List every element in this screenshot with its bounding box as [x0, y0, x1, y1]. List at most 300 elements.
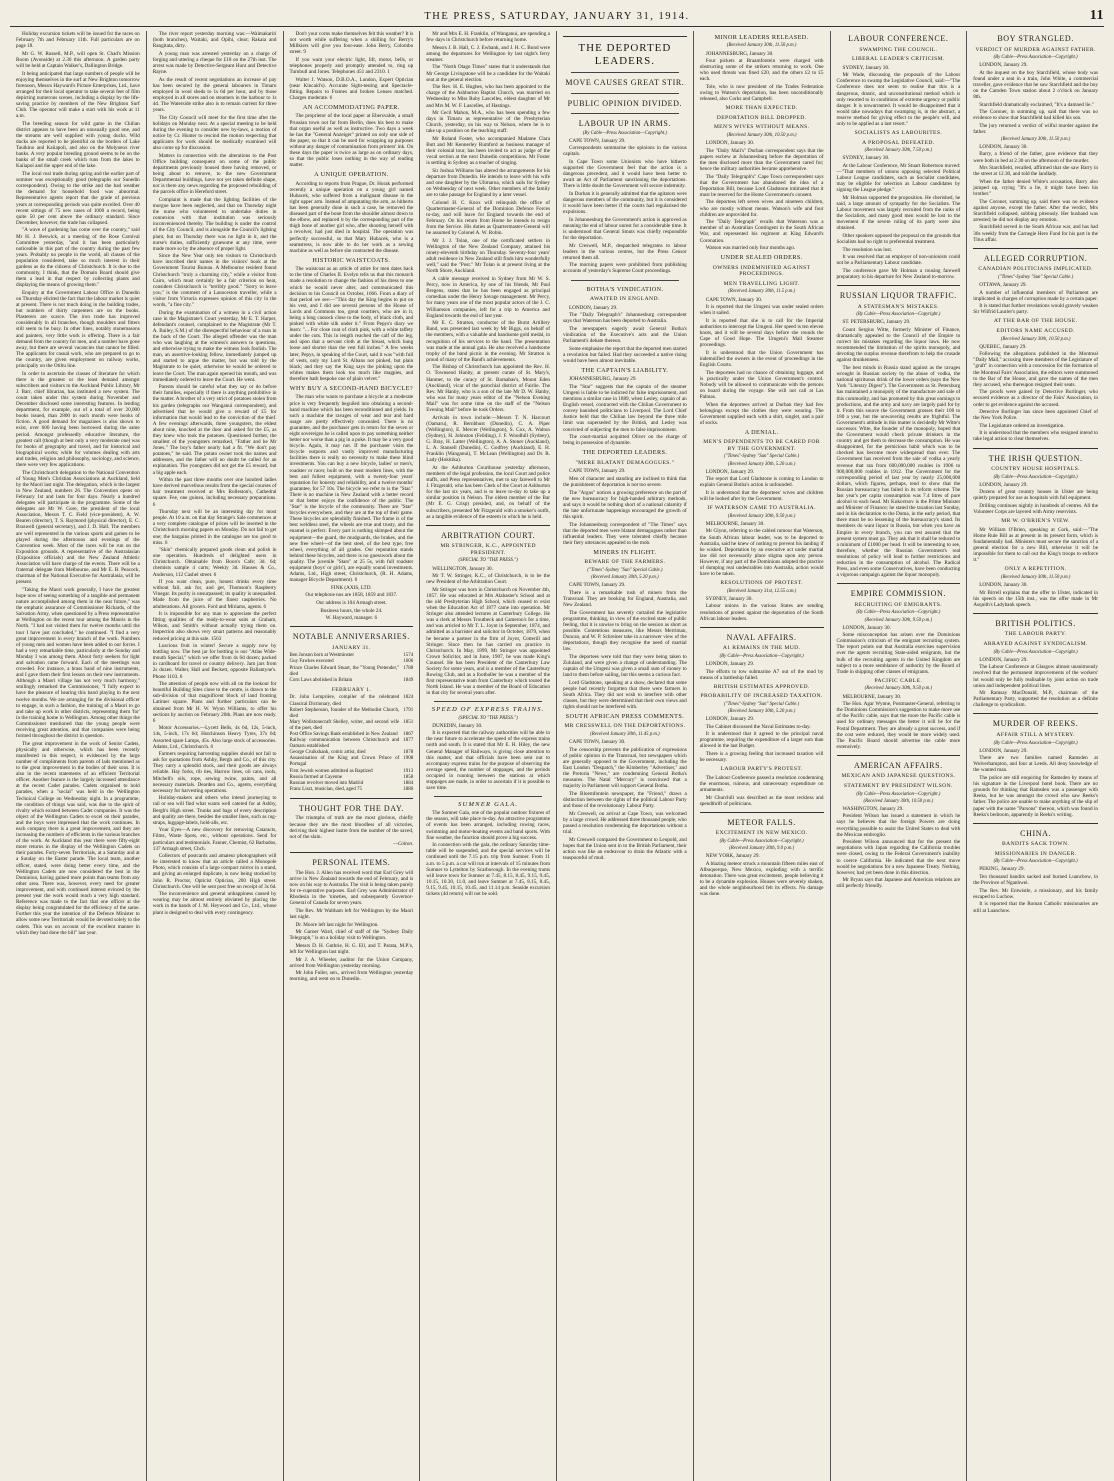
paragraph: Mr Bryan says that Japanese and American relations are still perfectly friendly.: [836, 877, 961, 890]
american-dateline: WASHINGTON, January 29.: [842, 805, 904, 812]
paragraph: Detective Burlinger has since been appointed Chief of the New York Police.: [973, 409, 1098, 422]
paragraph: Some emphasise the report that the deported men started a revolution but failed. Had they succeeded a native rising would have been almost inevitable.: [563, 345, 687, 364]
paragraph: Count Sergius Witte, formerly Minister of Finance, dramatically appealed to the Council of the Empire to correct his mistakes regarding the liquor laws. He now recommended the limitation of the spirits monopoly, and devoting the surplus revenue therefrom to help the crusade against drunkenness.: [836, 326, 961, 364]
divider: [973, 248, 1098, 249]
bar-received: (Received January 30th, 10.50 p.m.): [1000, 336, 1071, 342]
boy-body-2: [973, 151, 1098, 242]
paragraph: Mr T. W. Stringer, K.C., of Christchurch, is to be the new President of the Arbitration Court.: [426, 573, 550, 586]
paragraph: The Bloemfontein newspaper, the "Friend," draws a distinction between the rights of the political Labour Party and those of the revolutionary Labour Party.: [563, 790, 687, 810]
paragraph: Mr William O'Brien, speaking at Cork, said:—"The Home Rule Bill as at present in its present form, which is fundamentally bad. Ministers must secure the sanction of a general election for a new Bill, otherwise it will be impossible for them to call out the King's troops to enforce it.": [973, 526, 1098, 564]
divider: [837, 755, 961, 756]
wives-body: [700, 148, 824, 252]
bar-heading: AT THE BAR OF THE HOUSE.: [993, 318, 1078, 325]
waterson-received: (Received January 30th, 9.50 p.m.): [727, 513, 796, 519]
anniversary-event: Mary Wollstonecraft Shelley, writer, and second wife of the poet, died: [289, 719, 400, 731]
anniversaries-date: JANUARY 31.: [332, 644, 371, 651]
anniversary-event: Assassination of the King and Crown Prince of Portugal: [289, 756, 400, 768]
paragraph: Labour unions in the various States are sending resolutions of protest against the deportation of the South African labour leaders.: [699, 603, 824, 622]
orders-subheading: OWNERS INDEMNIFIED AGAINST PROCEEDINGS.: [712, 264, 811, 278]
naval-credit: (By Cable—Press Association—Copyright.): [719, 653, 804, 659]
china-dateline: PEKING, January 29.: [979, 866, 1025, 873]
divider: [571, 113, 679, 114]
estimates-subheading: PROBABILITY OF INCREASED TAXATION.: [700, 693, 823, 700]
paragraph: Collectors of postcards and amateur photographers will be interested to know that an article called a Monopole Photo, which consists of a large compact mirror in a stand, and giving an enlarged duplicate, is now being stocked by John R. Proctor, Opticist Optician, 200 High street. Christchurch. One will be sent post free on receipt of 3s 6d.: [152, 853, 277, 890]
divider: [571, 93, 679, 94]
miners-dateline: CAPE TOWN, January 29.: [569, 582, 626, 589]
gala-heading: SUMNER GALA.: [458, 801, 519, 809]
alleged-subheading: CANADIAN POLITICIANS IMPLICATED.: [978, 266, 1093, 273]
express-dateline: DUNEDIN, January 30.: [432, 722, 483, 729]
party-heading: LABOUR PARTY'S PROTEST.: [720, 766, 803, 773]
empire-credit: (By Cable—Press Association—Copyright.): [856, 610, 941, 616]
paragraph: Mr Stringer was born in Christchurch on November 4th, 1857. He was educated at Mrs Alabaster's School and at the old Presbyterian High School, which ceased to exist when the Education Act of 1877 came into operation. Mr Stringer also attended lectures at Canterbury College. He was a clerk at Messrs Troutbeck and Cameron's for a time, and was articled to Mr T. L. Joynt in September, 1874, and admitted as a barrister and solicitor in October, 1879, when he became a partner in the firm of Joynt, Cotterill and Stringer. Since then he has carried on practice in Christchurch. In May, 1899, Mr Stringer was appointed Crown Solicitor, and in June, 1907, he was made King's Counsel. He has been President of the Canterbury Law Society for some years, and is a member of the Canterbury Rowing Club, and as a footballer he was a member of the first representative team from Canterbury which toured the North Island. He was a member of the Board of Education in that city for several years after.: [426, 586, 550, 697]
divider: [700, 627, 824, 628]
deported-credit: (By Cable—Press Association—Copyright.): [582, 130, 667, 136]
bicycle-body: [290, 394, 414, 583]
deported-banner: THE DEPORTED LEADERS.: [578, 42, 672, 67]
divider: [837, 285, 961, 286]
paragraph: The triumphs of truth are the most glorious, chiefly because they are the most bloodless of all victories, deriving their highest lustre from the number of the saved, not of the slain.: [289, 815, 414, 840]
china-heading: CHINA.: [1020, 828, 1052, 838]
sapress-dateline: CAPE TOWN, January 30.: [569, 739, 626, 746]
paragraph: Mr Glynn, referring to the cabled rumour that Waterson, the South African labour leader, was to be deported to Australia, said he knew of nothing to prevent his landing if he wished. Deportation by an executive act under martial law did not necessarily place stigma upon any person. However, if any part of the Dominions adopted the practice of dumping real undesirables into Australia, action would have to be taken.: [699, 528, 824, 578]
paragraph: Mr J. J. Tolan, one of the certificated settlers in Wellington of the New Zealand Company, attained his ninety-eleventh birthday on Thursday. Seventy-four years' adult residence in New Zealand still finds him wonderfully well," said the "Post." Mr Tolan is at present living at the North Shore, Auckland.: [426, 238, 550, 275]
orders-received: (Received January 30th, 11.5 p.m.): [728, 289, 796, 295]
anniversary-year: 1788: [403, 665, 414, 671]
paragraph: Mr Cecil Mahon, M.A., who has been spending a few days in Timaru as representative of the Presbyterian Church, yesterday, on his way to Nelson, where he is to take up a position on the teaching staff.: [426, 110, 550, 135]
anniversary-event: George Cruikshank, comic artist, died: [289, 750, 366, 756]
paragraph: The conference gave Mr Holman a rousing farewell preparatory to his departure for New Zealand to-morrow.: [836, 268, 961, 281]
gala-body: [426, 810, 550, 897]
divider: [973, 613, 1098, 614]
paragraph: Enquiry at the Government Labour Office in Dunedin on Thursday elicited the fact that the labour market is quiet at present. There is not much doing in the building trades, but numbers of thirty carpenters are on the books. Plasterers are scarce. The iron trade has improved considerably in all branches, though moulders and fitters still seem to be busy. In other lines, notably stonemasons and painters, very little work is offering. There is a fair demand from the country for men, and a number have gone away, but there are several vacancies that cannot be filled. The applicants for casual work, who are prepared to go to the country, are given employment on railway works, principally on the Otiltu line.: [16, 289, 140, 369]
waistcoats-body: [290, 266, 414, 382]
wives-received: (Received January 30th, 10.50 p.m.): [726, 133, 797, 139]
divider: [290, 798, 414, 799]
paragraph: The "Star" suggests that the captain of the steamer Umgeni is liable to be indicted for false imprisonment, and mentions a similar case in 1889, when Lesley, captain of an English vessel, contracted with the Chilian Government to convey banished politicians to Liverpool. The Lord Chief Justice held that the Chilian law beyond the three mile limit was superseded by the British, and Lesley was convicted of subjecting the men to false imprisonment.: [563, 383, 687, 433]
paragraph: If you want your electric light, lift, motor, bells, or telephones properly and promptly attended to, ring up Turnbull and Jones. Telephones 451 and 2310. 1: [289, 56, 414, 76]
resolutions-dateline: SYDNEY, January 30.: [705, 595, 753, 602]
arbitration-credit: (SPECIAL TO "THE PRESS."): [458, 558, 518, 564]
botha-dateline: LONDON, January 29.: [569, 304, 618, 311]
paragraph: The attention of people now with all on the lookout for beautiful Building Sites close to the centre, is drawn to the sub-division of that magnificent block of land fronting Latimer square. Plans and further particulars can be obtained from Mr H. W. Wynn Williams, to offer his sections by auction on February 20th. Plans are now ready. 6: [152, 681, 277, 724]
china-subheading: BANDITS SACK TOWN.: [1002, 841, 1070, 848]
paragraph: The inconvenience and general unhappiness caused by wearing may be almost entirely obviated by placing the work in the hands of J. M. Heywood and Co., Ltd., whose plant is designed to deal with every contingency.: [152, 891, 277, 916]
paragraph: The Cabinet discussed the Naval Estimates to-day.: [705, 723, 811, 730]
anniversary-year: 1877: [403, 738, 414, 744]
demagogues-heading: THE DEPORTED LEADERS.: [582, 449, 668, 457]
anniversary-event: Guy Fawkes executed: [289, 659, 334, 665]
socialists-dateline: SYDNEY, January 30.: [842, 155, 890, 162]
paragraph: Your Eyes—A new discovery for removing Cataracts, Films, Waste Spots, etc., without operations. Send for particulars and testimonials. Fanner, Chemist, 62 Barbados, 137 Armagh street, Chch.: [152, 827, 277, 852]
paragraph: Don't your corns make themselves felt this weather? It is not worth while suffering when a shilling for Berry's Millkiers will give you foot-ease. John Berry, Colombo street. 9: [289, 31, 414, 56]
socialists-body: [837, 163, 961, 280]
paragraph: Ten thousand bandits sacked and burned Luanchow, in the Province of Nganhwei.: [973, 874, 1098, 887]
russian-credit: (By Cable—Press Association—Copyright.): [856, 312, 941, 318]
divider: [700, 812, 824, 813]
advert-line: FINK (AXIS, LTD.: [331, 584, 372, 591]
paragraph: Parents should be careful what they say or do before their families, especially if there is anything prohibitive in the matter. A brother of a very strict of potatoes stolen from his garden (telegraphs our Wanganui correspondent), and advertised that he would give a reward of £5 for information that would lead to the conviction of the thief. A few evenings afterwards, three youngsters, the eldest about nine, knocked at the door and asked for the £5, as they knew who took the potatoes. Questioned further, the smallest of the youngsters remarked, "Father and he Mr Jones." The boy's father nearly had a fit. "We don't pay potatoes," he said. The potato owner took the names and addresses, and the father will no doubt be called for an explanation. The youngsters did not get the £5 reward, but a big apple each.: [152, 384, 277, 476]
boy-dateline-2: LONDON, January 30.: [979, 143, 1028, 150]
paragraph: It being anticipated that large numbers of people will be enjoying themselves in the surf at New Brighton tomorrow forenoon, Messrs Hayward's Picture Enterprises, Ltd., have arranged for their local operator to take several feet of film depicting numerous scenes, including a display by the life-saving practice by members of the New Brighton Surf Club. The operator will make a start with his work at 11 a.m.: [16, 70, 140, 120]
unique-body: [290, 181, 414, 254]
anniversary-year: 1913: [403, 768, 414, 774]
british-heading: BRITISH POLITICS.: [995, 618, 1076, 628]
demagogues-body: [563, 476, 687, 546]
paragraph: A blazing meteor struck a mountain fifteen miles east of Albuquerque, New Mexico, exploding with a terrific detonation. There was great excitement, people believing it to be a dynamite explosion. Houses were severely shaken, and the whole neighbourhood felt its effects. No damage was done.: [699, 860, 824, 898]
personal-body: [290, 870, 414, 983]
china-credit: (By Cable—Press Association—Copyright.): [993, 859, 1078, 865]
express-heading: SPEED OF EXPRESS TRAINS.: [431, 706, 545, 714]
paragraph: The City Council will meet for the first time after the holidays on Monday next. At a special meeting to be held during the evening to consider new by-laws, a motion of notice by Cr. Hunter to rescind the motion respecting that applicants for work should be medically examined will also come up for discussion.: [152, 114, 277, 152]
repetition-dateline: LONDON, January 30.: [979, 582, 1028, 589]
kinck-lines: [290, 585, 414, 621]
paragraph: Thursday next will be an interesting day for most people. At 10 a.m. on that day Strange's Sale commences at a very complete catalogue of prices will be inserted in the Christchurch morning papers on Monday. Do not fail to get one; the bargains printed in the catalogue are too good to miss. 6: [152, 509, 277, 546]
deported-dateline: CAPE TOWN, January 29.: [569, 137, 626, 144]
deported-sub1: MOVE CAUSES GREAT STIR.: [565, 78, 685, 87]
paragraph: Since the New Year only ten visitors to Christchurch have inscribed their names in the visitors' book at the Government Tourist Bureau. A Melbourne resident found Christchurch "truly a charming city," while a visitor from Cairo, which must certainly be a fair criterion on heat, considers Christchurch is "terribly good." "Sorry to leave you," is the comment of a Launceston traveller, while a visitor from Victoria expresses opinion of this city in the words, "a fine city.": [152, 253, 277, 309]
paragraph: The Hon. Agar Wynne, Postmaster-General, referring to the Dominions Commission's suggestion to make more use of the Pacific cable, says that the more the Pacific cable is used for ordinary messages the better it will be for the Postal Department. They are already a great success, and if the cost were reduced, they would be more widely used. The Pacific Board should advertise the cable more extensively.: [836, 701, 961, 750]
col2-paragraphs: [153, 31, 277, 916]
column-1: [10, 31, 147, 1481]
paragraph: Messrs J. B. Hall, C. J. Ewbank, and J. H. C. Bond were among the departures for Wellington by last night's ferry steamer.: [426, 44, 550, 63]
advert-line: Business hours, the whole 24.: [320, 607, 383, 614]
paragraph: It is stated that further revelations would gravely weaken Sir Wilfrid Laurier's party.: [973, 303, 1098, 316]
estimates-heading: BRITISH ESTIMATES APPROVED.: [713, 683, 810, 690]
paragraph: The efforts to tow submarine A7 out of the mud by means of a battleship failed.: [699, 668, 824, 681]
anniversary-event: Post Office Savings Bank established in New Zealand: [289, 732, 398, 737]
repetition-body: [973, 590, 1098, 608]
paragraph: It is reported that the Roman Catholic missionaries are still at Luanchow.: [973, 901, 1098, 914]
arbitration-subheading: MR STRINGER, K.C., APPOINTED PRESIDENT.: [440, 543, 536, 556]
express-credit: (SPECIAL TO "THE PRESS."): [458, 715, 518, 721]
arbitration-dateline: WELLINGTON, January 30.: [432, 565, 493, 572]
sapress-subheading: MR CRESSWELL ON THE DEPORTATIONS.: [564, 723, 686, 730]
column-3: [284, 31, 421, 1481]
paragraph: Mr John Fuller, sen., arrived from Wellington yesterday morning, and went on to Dunedin.: [289, 970, 414, 983]
divider: [571, 72, 679, 73]
paragraph: Men of character and standing are inclined to think that the punishment of deportation is not too severe.: [563, 475, 687, 489]
captain-heading: THE CAPTAIN'S LIABILITY.: [581, 366, 669, 374]
paragraph: In order to ascertain the classes of literature for which there is the greatest or the least demand amongst subscribers and visitors to the Auckland Public Library, Mr J. Barr, chief librarian, has instituted a new system. The count taken under this system during November and December disclosed some interesting features. In lending department, for example, out of a total of over 20,000 books issued, than 2800 in each month were books of fiction. A good demand for magazines is also shown to exist, over 600 having been borrowed during the same period. Amongst professedly educative literature, the greatest call (though at best only a very moderate one) was for books of geography and travel, and for historical and biographical works; while for volumes dealing with arts and trades, religion and philosophy, sociology, and science, there were very few applications.: [16, 370, 140, 468]
paragraph: During the examination of a witness in a civil action case in the Magistrate's Court yesterday, Mr E. T. Harper, defendant's counsel, complained to the Magistrate (Mr T. A. Bailey, S.M.) of the disrespectful behaviour of a man in the back of the Court. The alleged offender was the man who was laughing at the witness's answers to questions, and otherwise trying to make the witness look foolish. The man, an assertive-looking fellow, immediately jumped up and started to argue the matter, but was told by the Magistrate to be quiet, otherwise he would be ordered to leave the Court. The man again opened his mouth, and was immediately ordered to leave the Court. He went.: [152, 309, 277, 383]
masthead: [10, 8, 1104, 27]
sapress-heading: SOUTH AFRICAN PRESS COMMENTS.: [565, 713, 685, 721]
american-received: (Received January 30th, 10.50 p.m.): [863, 798, 934, 804]
anniversary-row: [290, 738, 414, 750]
anniversary-year: 1791: [403, 707, 414, 713]
socialists-subheading: A PROPOSAL DEFEATED.: [862, 139, 935, 146]
estimates-credit: ("Times"-Sydney "Sun" Special Cable.): [724, 701, 800, 707]
anniversary-event: Russian revolver moved into Madrid: [289, 780, 364, 786]
minor-heading: MINOR LEADERS RELEASED.: [714, 34, 809, 41]
paragraph: Mr and Mrs E. H. Franklin, of Wanganui, are spending a few days in Christchurch before returning home.: [426, 31, 550, 44]
orders-subheading-2: MEN TRAVELLING LIGHT.: [723, 280, 800, 287]
paragraph: The best minds in Russia stand against as the ravages wrought in Russian society by the abuse of vodka, the national spirituous drink of the lower orders (says the New York "Literary Digest"). The Government as St. Petersburg has maintained a monopoly of the manufacture and sale of this commodity, and has promoted by this great earnings to productions, and the army and navy are largely paid for by it. From this source the Government grosses their 100 to 180 a year, but the unwavering results are frightful. The Government's attitude in this matter is decidedly Mr Witte's successor. Witte, the founder of the monopoly, hoped that the Government would check private drinkers in the country and get them to decrease the consumption. He was disappointed, for the pernicious habit which was to be checked has become more widespread than ever. The Government has received from the sale of vodka a yearly revenue that ran from 600,000,000 roubles in 1906 to 900,000,000 roubles in 1912. The Government for the corresponding period of last year by nearly 25,000,000 dollars, which figures, perhaps, tend to show that the Russian bureaucracy has failed in its reform scheme. The last year's per capita consumption was 7.4 litres of pure alcohol to each head. Mr Kokovtsov is the Prime Minister and Minister of Finance; he stated the taxation last Sunday, and in his declaration to the Duma, in the early period, that there must be no lessening of the bureaucracy's stand. Its members do want liquor in Russia, but when you have an Empire in every branch, you can rest assured that the present system must go. They ask that it shall be reduced to a minimum of £1000 per head. It will be interesting to see, therefore, whether the Russian Government's real resolutions of policy will lead to further restrictions and reduction in the consumption of alcohol. The Radical Press, and even some Conservatives, have been conducting a vigorous campaign against the liquor monopoly.: [836, 365, 961, 579]
paragraph: The Bishop of Christchurch has appointed the Rev. H. O. Townsend Hanby, at present curate of St. Mary's, Hanmer, to the curacy of St. Barnabas's, Mount Eden (Auckland), vicar of the parochial district of Fairlie. The Rev. Mr Hanby, who is a son of the late Mr D. W. Hanby, who was for many years editor of the "Nelson Evening Mail" was for some time on the staff of the "Nelson Evening Mail" before he took Orders.: [426, 364, 550, 414]
anniversary-year: 1851: [403, 719, 414, 725]
paragraph: The proprietor of the local paper at Ebersvalde, a small Prussian town not far from Berlin, does his best to make that organ useful as well as instructive. Two days a week he has the "General Anzeiger" printed on only one side of the paper, so that it can be used for wrapping up purposes without any danger of contamination from printers' ink. On these days the paper is twice as large as on ordinary days, so that the public loses nothing in the way of reading matter.: [289, 113, 414, 169]
russian-heading: RUSSIAN LIQUOR TRAFFIC.: [839, 291, 957, 301]
paragraph: The newspapers eagerly await General Botha's vindication of the Executive's acts and the Union Parliament's debate thereon.: [563, 325, 687, 345]
miners-heading: MINERS IN FLIGHT.: [593, 548, 657, 556]
paragraph: "A wave of gardening has come over the country," said Mr H. J. Beswick, at a meeting of the Rose Carnival Committee yesterday, "and it has been particularly noticeable in this part of the country during the past few years. Probably no people in the world, all classes of the population considered, take so much interest in their gardens as do the citizens of Christchurch. It is due to the community, I think, that the Domain Board should give them a lead in that respect by collecting plants and displaying the means of growing them.": [16, 227, 140, 289]
boy-heading: BOY STRANGLED.: [997, 34, 1074, 43]
american-subheading: MEXICAN AND JAPANESE QUESTIONS.: [841, 773, 956, 780]
sapress-received: (Received January 30th, 11.45 p.m.): [590, 732, 660, 738]
alleged-credit: ("Times"-Sydney "Sun" Special Cable.): [998, 274, 1074, 280]
denial-received: (Received January 30th, 5.20 a.m.): [727, 461, 796, 467]
resolutions-received: (Received January 31st, 12.55 a.m.): [726, 588, 797, 594]
col3-top: [290, 31, 414, 101]
reeks-subheading: AFFAIR STILL A MYSTERY.: [996, 731, 1075, 738]
paragraph: Holiday-makers and others who intend journeying to rail or sea will find what wants well catered for at Ashby, Bergh's High street. Trunks and bags of every description and quality are there, besides the smaller lines, such as rug-straps, luggage-labels, hold-alls, etc.: [152, 795, 277, 826]
estimates-dateline: LONDON, January 29.: [705, 716, 755, 723]
paragraph: The deportees had no chance of obtaining luggage, and is practically under the Union Government's control. Nobody will be allowed to communicate with the persons on board during the voyage. She will not call at Las Palmas.: [699, 369, 824, 400]
paragraph: It is impossible for any man to appreciate the perfect fitting qualities of the ready-to-wear suits at Graham, Wilson, and Smith's without actually trying them on. Inspection also shows very smart patterns and reasonably reduced pricing at this sale. 1563: [152, 611, 277, 642]
paragraph: Mr Garner Ward, chief of staff of the "Sydney Daily Telegraph," is on a holiday visit to Wellington.: [289, 929, 414, 942]
divider: [434, 701, 542, 702]
irish-body: [973, 489, 1098, 515]
reeks-credit: (By Cable—Press Association—Copyright.): [993, 740, 1078, 746]
paragraph: The Labour Conference passed a resolution condemning the enormous, ruinous, and unnecessary expenditure on armaments.: [699, 774, 824, 793]
paragraph: The local real trade during spring and the earlier part of summer was exceptionally good (telegraphs our Sunedin correspondent). Owing to the strike and the bad weather the demand for household food was abnormal. Representative agents report that the grade of previous years at corresponding periods was quite excelled. Over 40 recent sittings of 75 new cases of 1000 a record, being quite 50 per cent above the ordinary standard. Since December, however, the trade has collapsed.: [16, 171, 140, 226]
paragraph: The Coroner, summing up, said there was no evidence against anyone, except the father. After the verdict, Mrs Starchfield collapsed, sobbing piteously. Her husband was arrested; he did not display any emotion.: [973, 198, 1098, 223]
empire-received: (Received January 30th, 9.50 p.m.): [864, 617, 933, 623]
china-subheading-2: MISSIONARIES IN DANGER.: [994, 850, 1077, 857]
divider: [973, 713, 1098, 714]
british-subheading-2: ARRAYED AGAINST SYNDICALISM.: [983, 641, 1088, 648]
boy-dateline: LONDON, January 29.: [979, 62, 1028, 69]
denial-heading: A DENIAL.: [744, 428, 779, 436]
paragraph: Mr Ramsay MacDonald, M.P., chairman of the Parliamentary Party, supported the resolution as a definite challenge to syndicalism.: [973, 690, 1098, 709]
anniversary-year: 1606: [403, 659, 414, 665]
minor-body: [700, 58, 824, 102]
american-subheading-2: STATEMENT BY PRESIDENT WILSON.: [843, 782, 953, 789]
paragraph: The Christchurch delegation to the National Convention of Young Men's Christian Associations at Auckland, held by the Maori last night. The delegation, which is the largest in New Zealand, numbers 26. The Convention opens on February 1st and lasts for four days. Nearly a hundred delegates will participate in the programme. Some of the delegates are Mr W. Gore, the president of the local Association, Messrs T. C. Field (vice-president), A. W. Bearen (director), T. S. Raymond (physical director), E. C. Braswell (general secretary), and J. D. Hall. The members are well represented in the various sports and games to be played during the afternoons and evenings of the Convention week. Most of the races will be run on the Exposition grounds. A representative of the Australasian (Exposition officials) and the New Zealand Athletic Association will have charge of the events. There will be a fraternal delegate from Melbourne, and Mr E. B. Peacock, chairman of the National Executive for Australasia, will be present.: [16, 469, 140, 586]
paragraph: Mr Creswell, on arrival at Cape Town, was welcomed by a large crowd. He addressed three thousand people, who passed a resolution condemning the deportations without a trial.: [563, 810, 687, 835]
deported-body: [563, 145, 687, 274]
bar-dateline: QUEBEC, January 29.: [979, 343, 1027, 350]
paragraph: Dr. Moore left last night for Wellington.: [295, 921, 379, 928]
divider: [290, 626, 414, 627]
denial-subheading: MEN'S DEPENDENTS TO BE CARED FOR BY THE GOVERNMENT.: [703, 439, 820, 452]
paragraph: It is understood that the Union Government has indemnified the owners in the event of proceedings in the English Courts.: [699, 349, 824, 368]
paragraph: Mr Churchill was described as the most reckless and spendthrift of politicians.: [699, 794, 824, 807]
orders-heading: UNDER SEALED ORDERS.: [720, 254, 803, 262]
anniversary-year: 1824: [403, 695, 414, 701]
meteor-subheading: EXCITEMENT IN NEW MEXICO.: [715, 830, 808, 837]
anniversaries-feb-heading: FEBRUARY 1.: [331, 686, 372, 693]
waistcoats-heading: HISTORIC WAISTCOATS.: [312, 256, 391, 264]
irish-dateline: LONDON, January 29.: [979, 481, 1028, 488]
wives-dateline: LONDON, January 30.: [705, 140, 755, 147]
british-subheading: THE LABOUR PARTY.: [1004, 631, 1067, 638]
column-7: [831, 31, 968, 1481]
naval-body: [700, 669, 824, 681]
cable-heading: PACIFIC CABLE.: [874, 677, 923, 684]
american-credit: (By Cable—Press Association—Copyright.): [856, 791, 941, 797]
column-4: [420, 31, 557, 1481]
paragraph: Tole, who is now president of the Trades Federation owing to Watson's deportation, has been unconditionally released, also Corks and Campbell.: [699, 83, 824, 103]
paragraph: At the inquest on the boy Starchfield, whose body was found under a seat in a train, John White, a commercial traveller, gave evidence that he saw Starchfield and the boy on the Camden Town station about 2 o'clock on January 8th.: [973, 69, 1098, 101]
paragraph: Correspondents summarise the opinions in the various capitals.: [563, 145, 687, 158]
estimates-received: (Received January 30th, 5.20 p.m.): [727, 708, 796, 714]
divider: [434, 796, 542, 797]
american-body: [837, 813, 961, 889]
paragraph: It is expected that the railway authorities will be able in the near future to accelerate the speed of the express trains north and south. It is stated that Mr E. H. Hiley, the new General Manager of Railways, is giving close attention to this matter, and that officials have been sent out to accompany express trains for the purpose of observing the average speed, the number of stoppages, and the periods occupied in running between the stations at which stoppages are made, in order to ascertain if it is possible to save time.: [426, 730, 550, 792]
anniversaries-feb: [290, 695, 414, 793]
paragraph: Mr J. A. Wheeler, auditor for the Union Company, arrived from Wellington yesterday morning.: [289, 956, 414, 969]
labour-subheading: SWAMPING THE COUNCIL.: [859, 46, 938, 53]
divider: [563, 36, 687, 37]
masthead-title: THE PRESS, SATURDAY, JANUARY 31, 1914.: [424, 11, 690, 22]
deported-sub2: PUBLIC OPINION DIVIDED.: [567, 98, 683, 108]
paragraph: Colonel H. C. Knox will relinquish the office of Quartermaster-General of the Dominion Defence Forces to-day, and will leave for England towards the end of February. On his return from Home he intends to resign from the Service. His duties as Quartermaster-General will be assumed by Colonel A. W. Robin.: [426, 199, 550, 237]
anniversary-event: Dr. John Lemprière, compiler of the celebrated Classical Dictionary, died: [289, 695, 400, 707]
anniversary-event: Ben Jonson born at Westminster: [289, 653, 354, 659]
irish-credit: (By Cable—Press Association—Copyright.): [993, 474, 1078, 480]
paragraph: Mr Birrell explains that the offer to Ulster, indicated in his speech on the 15th inst., was the offer made in Mr Asquith's Ladybank speech.: [973, 589, 1098, 608]
paragraph: President Wilson has issued a statement in which he says he believes that the foreign Powers are doing everything possible to assist the United States to deal with the Mexican embroglio.: [836, 813, 961, 838]
paragraph: Barry, a friend of the father, gave evidence that they were both in bed at 2.30 on the afternoon of the murder.: [973, 151, 1098, 164]
paragraph: The Coroner, in summing up, said that there was no evidence to show that Starchfield had killed his son.: [973, 109, 1098, 122]
anniversary-year: 1886: [403, 786, 414, 792]
paragraph: It is reported that the Umgeni was under sealed orders when it sailed.: [699, 304, 824, 317]
divider: [837, 583, 961, 584]
paragraph: The deportees left seven wives and nineteen children, who are mostly without means. Watson's wife and four children are unprovided for.: [699, 199, 824, 218]
paragraph: It is understood that it agreed to the principal naval programme, requiring the expenditure of a larger sum than allowed in the last Budget.: [699, 731, 824, 750]
anniversary-row: [290, 787, 414, 793]
orders-dateline: CAPE TOWN, January 30.: [705, 296, 763, 303]
reeks-heading: MURDER OF REEKS.: [992, 719, 1079, 729]
paragraph: A cable message received in Sydney from Mr W. S. Percy, now in America, by one of his friends, Mr Paul Bregens, states that he has been engaged as principal comedian under the Henry Savage management. Mr Percy, for many years one of the most popular actors of the J. C. Williamson companies, left for a trip to America and England towards the end of last year.: [426, 276, 550, 319]
paragraph: The "Daily Telegraph's" Johannesburg correspondent says that Waterson has been deported to Australia.: [563, 312, 687, 325]
denial-body: [700, 476, 824, 502]
cable-body: [837, 701, 961, 750]
paragraph: According to reports from Prague, Dr. Horak performed recently a unique operation on a young girl named Hubacek, who suffered from a malignant disease in the right upper arm. Instead of amputating the arm, as hitherto has been generally done in such a case, he removed the diseased part of the bone from the shoulder almost down to the elbow, and replaced it by the corresponding part of the thigh bone of another girl who, after shooting herself with a revolver, had just died in hospital. The operation was perfectly successful, so that Mary Hubacek, who is a seamstress, is now able to do her work as a sewing machine as well as before she contracted the disease.: [289, 180, 414, 254]
paragraph: Luscious fruit in winter! Secure a supply now by bottling now. The best jar for bottling is our "Atlas Wide-mouth Special," which we offer from 4s 6d dozen; packed in cardboard for travel or country delivery. Jam jars from 2s dozen. Walter, Hall and Beckett, opposite Ballantyne's. Phone 1103. 6: [152, 643, 277, 680]
anniversary-row: [290, 756, 414, 768]
divider: [571, 280, 679, 281]
anniversary-year: 1908: [403, 756, 414, 762]
paragraph: Mrs Starchfield, recalled, affirmed that she saw Barry in the street at 12.30, and told the landlady.: [973, 165, 1098, 178]
paragraph: The resolution was lost.: [842, 246, 893, 253]
alleged-dateline: OTTAWA, January 29.: [979, 281, 1027, 288]
estimates-body: [700, 724, 824, 764]
british-credit: (By Cable—Press Association—Copyright.): [993, 649, 1078, 655]
paragraph: It is understood that the deportees' wives and children will be looked after by the Government.: [699, 489, 824, 503]
column-6: [694, 31, 831, 1481]
meteor-received: (Received January 30th, 9.0 p.m.): [729, 845, 795, 851]
paragraph: Watson was married only four months ago.: [705, 245, 796, 252]
meteor-dateline: NEW YORK, January 29.: [705, 853, 760, 860]
page-number: 11: [1089, 8, 1104, 23]
paragraph: The river report yesterday morning was:—Waimakariri (both branches), Waitaki, and Opihi, clear; Rakaia and Rangitata, dirty.: [152, 31, 277, 50]
boy-subheading: VERDICT OF MURDER AGAINST FATHER.: [975, 46, 1096, 53]
anniversary-event: Robert Stephenson, founder of the Methodist Church, died: [289, 707, 400, 719]
minor-dateline: JOHANNESBURG, January 30.: [705, 50, 774, 57]
paragraph: In Cape Town some Unionists who have hitherto supported the Government feel that the action is a dangerous precedent, and it would have been better to await an Act of Parliament sanctioning the deportations. There is little doubt the Government will secure indemnity.: [563, 158, 687, 190]
empire-body: [837, 632, 961, 675]
trouble-heading: MORE THAN EXPECTED.: [725, 105, 798, 112]
unique-heading: A UNIQUE OPERATION.: [314, 171, 389, 179]
reeks-dateline: LONDON, January 29.: [979, 747, 1028, 754]
paragraph: The Labour Conference at Glasgow almost unanimously resolved that the permanent improvements of the workers' lot would only be fully realisable by joint action on trade union and independent political lines.: [973, 664, 1098, 689]
irish-heading: THE IRISH QUESTION.: [988, 453, 1083, 463]
paragraph: The "North Otago Times" states that it understands that Mr George Livingstone will be a candidate for the Waitaki seat at the general election.: [426, 64, 550, 83]
anniversary-event: Corn Laws abolished in Britain: [289, 677, 353, 683]
waterson-body: [700, 528, 824, 577]
resolutions-body: [700, 603, 824, 621]
labour-dateline: SYDNEY, January 30.: [842, 64, 890, 71]
paragraph: The morning papers were prohibited from publishing accounts of yesterday's Supreme Court proceedings.: [563, 262, 687, 275]
miners-received: (Received January 30th, 5.20 p.m.): [591, 575, 659, 581]
thought-body: [290, 815, 414, 839]
paragraph: The "Daily Mail's" Durban correspondent says that the papers eschew at Johannesburg before the deportation of the men disclosed more than the Government cared for; hence the military authorities became apprehensive.: [699, 147, 824, 172]
paragraph: It is understood that the members who resigned intend to take legal action to clear themselves.: [973, 430, 1098, 443]
paragraph: Other speakers opposed the proposal on the grounds that Socialists had no right to preferential treatment.: [836, 233, 961, 246]
paragraph: In Johannesburg the Government's action is approved as meaning the end of labour unrest for a considerable time. It is understood that General Smuts was chiefly responsible for the deportation.: [563, 216, 687, 241]
deport-bill-heading: DEPORTATION BILL DROPPED.: [716, 114, 807, 121]
paragraph: In Durban it is generally admitted that the agitators were dangerous members of the community, but it is considered it would have been better if the courts had regularised the expulsions.: [563, 190, 687, 216]
reeks-body: [973, 755, 1098, 817]
personal-heading: PERSONAL ITEMS.: [312, 858, 391, 868]
paragraph: The "Daily Telegraph's" Cape Town correspondent says that the Government has abandoned the idea of a Deportation Bill, because Lord Gladstone intimated that it must be reserved for the Home Government's consent.: [699, 173, 824, 198]
column-8: [967, 31, 1104, 1481]
paragraph: Mr G. W. Russell, M.P., will open St. Chad's Mission Room (Avonside) at 2.30 this afternoon. A garden party will be held at Captain Walker's, Dallington Bridge.: [16, 50, 140, 69]
paragraph: The Rev. H. E. Hughes, who has been appointed to the charge of the Ashburton Baptist Church, was married on Wednesday to Miss Ruby Lascelles, eldest daughter of Mr and Mrs M. W. F. Lascelles, of Hastings.: [426, 84, 550, 109]
paragraph: Drilling continues nightly in hundreds of centres. All the Volunteer Corps are layered with Army reservists.: [973, 503, 1098, 516]
china-body: [973, 874, 1098, 914]
paragraph: Farmers requiring harvesting supplies should not fail to ask for quotations from Ashby, Bergh and Co., of this city. They carry a splendid stock, and their goods are always reliable. Hay forks, rib ties, Harrow lines, oil cans, tools, Mitchell's oils, rope, sewing twine, paints, and all necessary materials. Dearden and Co., agents, everything necessary for harvesting operations.: [152, 751, 277, 794]
paragraph: The report that Lord Gladstone is coming to London to explain General Botha's action is unfounded.: [699, 476, 824, 489]
anniversary-year: 1858: [403, 774, 414, 780]
anniversary-year: 1849: [403, 677, 414, 683]
paragraph: It is reported that she is to call for the Imperial authorities to intercept the Umgeni. Her speed is ten eleven knots, and it will be several days before she rounds the Cape of Good Hope. The Umgeni's Mail Steamer proceedings.: [699, 317, 824, 349]
anniversary-event: First Jewish women admitted as Baptized: [289, 768, 373, 774]
boy-body: [973, 70, 1098, 135]
russian-body: [837, 327, 961, 578]
paragraph: The breeding season for wild game in the Chilian district appears to have been an unusually good one, and the streams are well supplied with young ducks. Wild ducks are reported to be plentiful on the borders of Lake Tauikino and Kaiiapoli, and also on the Molyneux river banks. A very popular breeding ground seems to be on the banks of the small creek which runs from the lakes to Kaiiapoi and the upper end of the lake.: [16, 120, 140, 170]
boy-credit: (By Cable—Press Association—Copyright.): [993, 55, 1078, 61]
paragraph: Mr Creswell, M.P., despatched telegrams to labour leaders in the various centres, but the Press Censor returned them all.: [563, 242, 687, 261]
col4-top: [426, 31, 550, 520]
paragraph: The Rev. Mr Waltham left for Wellington by the Maori last night.: [289, 907, 414, 921]
paragraph: Complaint is made that the lighting facilities of the morgue have been neglected, and that on Thursday night the nurse who volunteered to undertake duties in connexion with that institution was seriously inconvenienced thereby. The building is under the control of the City Council, and is alongside the Council's lighting plant, but on Thursday there was no light in it, and the nurse's duties, sufficiently gruesome at any time, were made more so by the absence of proper light.: [152, 196, 277, 252]
minor-received: (Received January 30th, 11.50 p.m.): [726, 43, 797, 49]
british-body: [973, 664, 1098, 708]
paragraph: A young man was arrested yesterday on a charge of forging and uttering a cheque for £18 on the 27th inst. The arrest was made by Detective-Sergeant Hunt and Detective Rayne.: [152, 50, 277, 76]
paragraph: Arrivals in town include:—Messrs T. N. Harcourt (Oamaru), R. Bernbhust (Dunedin), C. A. Piper (Wellington), E. Mercer (Wellington), S. Cox, A. Walton (Sydney), H. Johnston (Feilding), J. F. Woodhill (Sydney), G. Bray, H. Latter (Wellington), A. A. Stoner (Auckland), L. A. Stansell (Dunedin), C. Godfrey (Auckland), E. H. Franklin (Wanganui), T. McLean (Wellington) and Dr. R. Lady (Hokitika).: [426, 414, 550, 464]
meteor-credit: (By Cable—Press Association—Copyright.): [719, 838, 804, 844]
arbitration-heading: ARBITRATION COURT.: [441, 530, 536, 540]
anniversary-event: Railway communication between Christchurch and Oamaru established: [289, 738, 400, 750]
cable-received: (Received January 30th, 9.50 p.m.): [864, 686, 933, 692]
paragraph: The censorship prevents the publication of expressions of public opinion in the Transvaal, but newspapers which are generally opposed to the Government, including the East London "Despatch," the Kimberley "Advertiser," and the Pretoria "News," are condemning General Botha's measures. The Natal "Mercury" is convinced that a majority in Parliament will support General Botha.: [563, 746, 687, 790]
bicycle-heading: WHY BUY A SECOND-HAND BICYCLE?: [289, 385, 413, 392]
botha-subheading: AWAITED IN ENGLAND.: [589, 295, 660, 302]
paragraph: Motor Accessories.—Lycett Bells, 4s 6d, 12s, 5-inch, 14s, 5-inch, 17s 6d; Hutchinson Heavy Tyres, 37s 6d; Assorted spare Lamps, 45s. Also large stock of accessories. Adams, Ltd., Christchurch. 6: [152, 725, 277, 750]
advert-line: Our telephone nos are 1858, 1859 and 1837.: [305, 592, 398, 599]
socialists-heading: SOCIALISTS AS LABOURITES.: [854, 130, 943, 137]
empire-subheading: RECRUITING OF EMIGRANTS.: [854, 601, 943, 608]
paragraph: There are two families named Ramsden at Wolverhampton, and four at Leeds. All deny knowledge of the wanted man.: [973, 755, 1098, 774]
advert-line: Our address is 104 Armagh street.: [316, 600, 387, 606]
anniversary-event: Russia formed at Cayenne: [289, 774, 343, 780]
paragraph: Holiday excursion tickets will be issued for the races on February 7th and February 11th. Full particulars are on page 18.: [16, 31, 140, 50]
paragraph: The Johannesburg correspondent of "The Times" says that the deported men were blatant demagogues rather than influential leaders. They were tolerated chiefly because their fiery utterances appealed to the mob.: [563, 521, 687, 546]
